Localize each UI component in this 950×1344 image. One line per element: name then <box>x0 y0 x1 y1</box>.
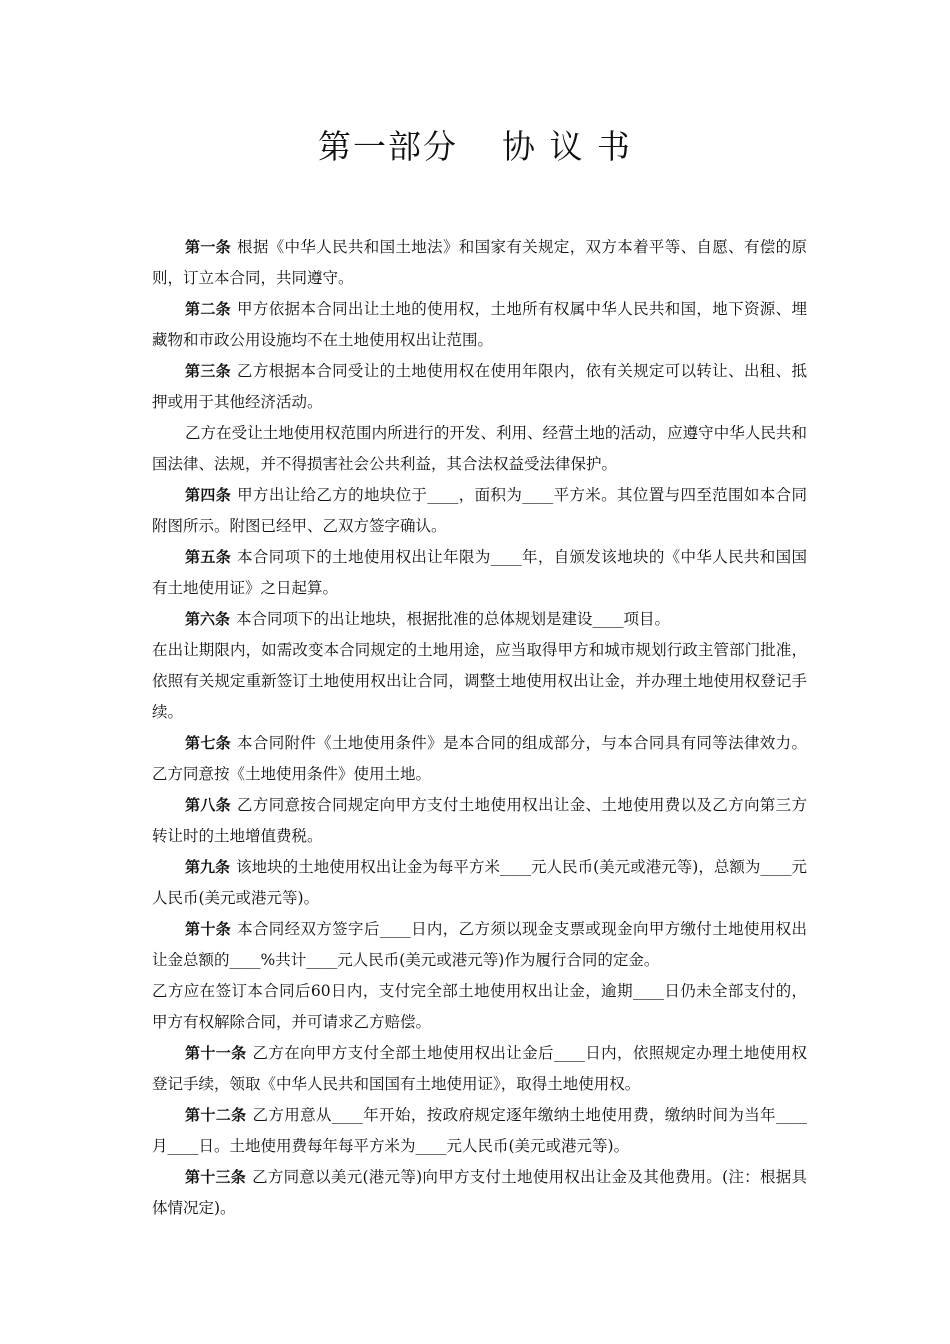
article-paragraph <box>152 728 807 790</box>
title-part: 第一部分 <box>318 127 458 166</box>
article-number: 第八条 <box>185 796 232 814</box>
article-paragraph <box>152 1100 807 1162</box>
article-paragraph <box>152 604 807 635</box>
article-text: 本合同附件《土地使用条件》是本合同的组成部分，与本合同具有同等法律效力。乙方同意按《土地使用条件》使用土地。 <box>152 734 807 783</box>
article-paragraph <box>152 852 807 914</box>
article-paragraph <box>152 480 807 542</box>
article-paragraph <box>152 914 807 976</box>
article-number: 第十一条 <box>185 1044 247 1062</box>
page-title <box>0 124 950 170</box>
article-text: 乙方同意按合同规定向甲方支付土地使用权出让金、土地使用费以及乙方向第三方转让时的土地增值费税。 <box>152 796 807 845</box>
article-text: 该地块的土地使用权出让金为每平方米____元人民币(美元或港元等)，总额为____元人民币(美元或港元等)。 <box>152 858 807 907</box>
article-number: 第七条 <box>185 734 232 752</box>
article-text: 乙方根据本合同受让的土地使用权在使用年限内，依有关规定可以转让、出租、抵押或用于其他经济活动。 <box>152 362 807 411</box>
article-text: 乙方在受让土地使用权范围内所进行的开发、利用、经营土地的活动，应遵守中华人民共和国法律、法规，并不得损害社会公共利益，其合法权益受法律保护。 <box>152 424 807 473</box>
article-text: 甲方出让给乙方的地块位于____，面积为____平方米。其位置与四至范围如本合同附图所示。附图已经甲、乙双方签字确认。 <box>152 486 807 535</box>
article-text: 乙方同意以美元(港元等)向甲方支付土地使用权出让金及其他费用。(注：根据具体情况定)。 <box>152 1168 807 1217</box>
article-paragraph <box>152 635 807 728</box>
article-paragraph <box>152 1038 807 1100</box>
article-paragraph <box>152 1162 807 1224</box>
article-number: 第十三条 <box>185 1168 247 1186</box>
article-number: 第五条 <box>185 548 232 566</box>
article-text: 乙方用意从____年开始，按政府规定逐年缴纳土地使用费，缴纳时间为当年____月____日。土地使用费每年每平方米为____元人民币(美元或港元等)。 <box>152 1106 807 1155</box>
article-text: 根据《中华人民共和国土地法》和国家有关规定，双方本着平等、自愿、有偿的原则，订立本合同，共同遵守。 <box>152 238 807 287</box>
article-paragraph <box>152 356 807 418</box>
article-number: 第十二条 <box>185 1106 247 1124</box>
article-number: 第十条 <box>185 920 232 938</box>
article-text: 本合同项下的出让地块，根据批准的总体规划是建设____项目。 <box>236 610 671 628</box>
article-text: 乙方在向甲方支付全部土地使用权出让金后____日内，依照规定办理土地使用权登记手续，领取《中华人民共和国国有土地使用证》，取得土地使用权。 <box>152 1044 807 1093</box>
article-text: 本合同经双方签字后____日内，乙方须以现金支票或现金向甲方缴付土地使用权出让金总额的____%共计____元人民币(美元或港元等)作为履行合同的定金。 <box>152 920 807 969</box>
article-text: 乙方应在签订本合同后60日内，支付完全部土地使用权出让金，逾期____日仍未全部支付的，甲方有权解除合同，并可请求乙方赔偿。 <box>152 982 807 1031</box>
article-paragraph <box>152 542 807 604</box>
article-number: 第一条 <box>185 238 232 256</box>
article-number: 第六条 <box>185 610 231 628</box>
article-paragraph <box>152 976 807 1038</box>
article-paragraph <box>152 232 807 294</box>
article-number: 第九条 <box>185 858 231 876</box>
article-text: 本合同项下的土地使用权出让年限为____年，自颁发该地块的《中华人民共和国国有土地使用证》之日起算。 <box>152 548 807 597</box>
article-number: 第三条 <box>185 362 232 380</box>
article-number: 第二条 <box>185 300 232 318</box>
article-paragraph <box>152 790 807 852</box>
agreement-body <box>152 232 807 1224</box>
article-paragraph <box>152 294 807 356</box>
article-text: 在出让期限内，如需改变本合同规定的土地用途，应当取得甲方和城市规划行政主管部门批准，依照有关规定重新签订土地使用权出让合同，调整土地使用权出让金，并办理土地使用权登记手续。 <box>152 641 807 721</box>
title-name: 协 议 书 <box>502 127 632 166</box>
article-paragraph <box>152 418 807 480</box>
article-text: 甲方依据本合同出让土地的使用权，土地所有权属中华人民共和国，地下资源、埋藏物和市政公用设施均不在土地使用权出让范围。 <box>152 300 807 349</box>
article-number: 第四条 <box>185 486 232 504</box>
